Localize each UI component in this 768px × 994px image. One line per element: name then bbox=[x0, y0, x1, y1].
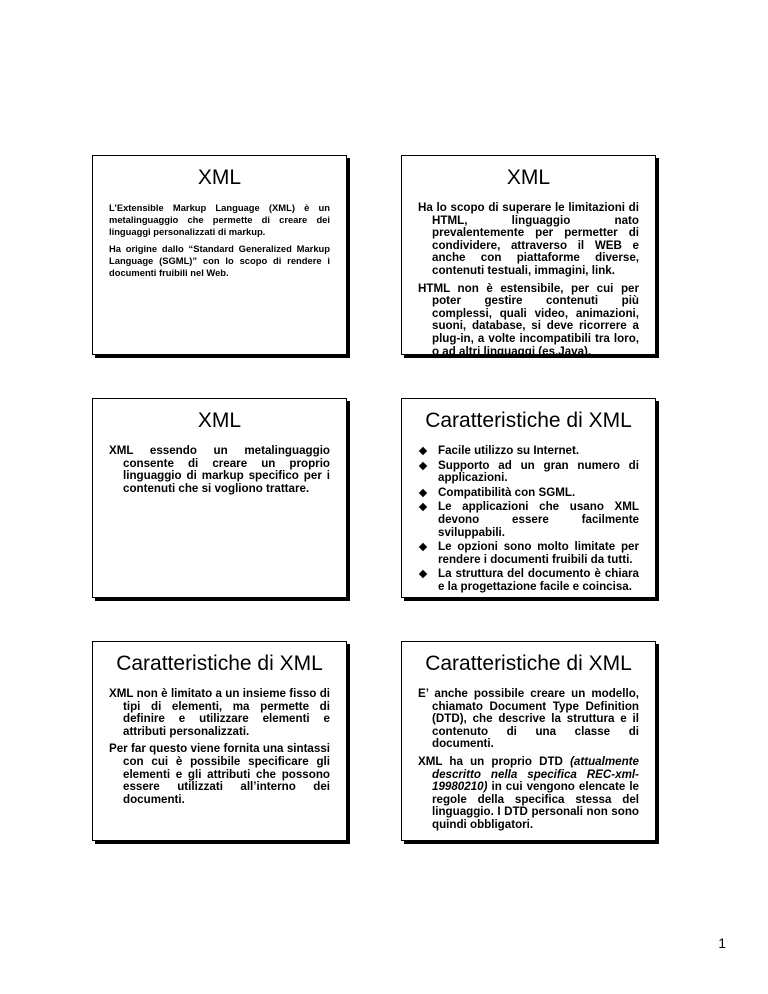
slide-4 bbox=[401, 398, 656, 598]
page-number: 1 bbox=[718, 935, 726, 951]
diamond-bullet-icon bbox=[419, 503, 427, 511]
slide-title: XML bbox=[506, 166, 551, 189]
paragraph: XML ha un proprio DTD (attualmente descritto nella specifica REC-xml-19980210) in cui vengono elencate le regole della specifica stessa del linguaggio. I DTD personali non sono quindi obbligatori. bbox=[418, 754, 639, 831]
list-item: Compatibilità con SGML. bbox=[418, 487, 639, 500]
paragraph: HTML non è estensibile, per cui per poter gestire contenuti più complessi, quali video, animazioni, suoni, database, si deve ricorrere a plug-in, a volte incompatibili tra loro, o ad altri linguaggi (es.Java). bbox=[418, 281, 639, 358]
paragraph: XML essendo un metalinguaggio consente di creare un proprio linguaggio di markup specifico per i contenuti che si vogliono trattare. bbox=[109, 444, 330, 495]
paragraph: Ha origine dallo “Standard Generalized Markup Language (SGML)” con lo scopo di rendere i documenti fruibili nel Web. bbox=[109, 243, 330, 278]
slide-1 bbox=[92, 155, 347, 355]
slide-5 bbox=[92, 641, 347, 841]
paragraph: L’Extensible Markup Language (XML) è un metalinguaggio che permette di creare dei linguaggi personalizzati di markup. bbox=[109, 202, 330, 237]
paragraph: Per far questo viene fornita una sintassi con cui è possibile specificare gli elementi e gli attributi che possono essere utilizzati all’interno dei documenti. bbox=[109, 742, 330, 806]
list-item: Le applicazioni che usano XML devono essere facilmente sviluppabili. bbox=[418, 501, 639, 539]
diamond-bullet-icon bbox=[419, 447, 427, 455]
slide-title: XML bbox=[197, 409, 242, 432]
list-item: Le opzioni sono molto limitate per rendere i documenti fruibili da tutti. bbox=[418, 541, 639, 566]
diamond-bullet-icon bbox=[419, 461, 427, 469]
slide-3 bbox=[92, 398, 347, 598]
paragraph: Ha lo scopo di superare le limitazioni di HTML, linguaggio nato prevalentemente per permetter di condividere, attraverso il WEB e anche con piattaforme diverse, contenuti testuali, immagini, link. bbox=[418, 201, 639, 277]
list-item: La struttura del documento è chiara e la progettazione facile e coincisa. bbox=[418, 568, 639, 593]
slide-title: Caratteristiche di XML bbox=[425, 652, 632, 675]
paragraph: XML non è limitato a un insieme fisso di tipi di elementi, ma permette di definire e utilizzare elementi e attributi personalizzati. bbox=[109, 687, 330, 738]
diamond-bullet-icon bbox=[419, 543, 427, 551]
bullet-list bbox=[418, 445, 639, 594]
slide-title: Caratteristiche di XML bbox=[116, 652, 323, 675]
slide-6 bbox=[401, 641, 656, 841]
slide-title: XML bbox=[197, 166, 242, 189]
slide-2 bbox=[401, 155, 656, 358]
list-item: Facile utilizzo su Internet. bbox=[418, 445, 639, 458]
paragraph: E’ anche possibile creare un modello, chiamato Document Type Definition (DTD), che descrive la struttura e il contenuto di una classe di documenti. bbox=[418, 687, 639, 751]
slide-title: Caratteristiche di XML bbox=[425, 409, 632, 432]
list-item: Supporto ad un gran numero di applicazioni. bbox=[418, 460, 639, 485]
diamond-bullet-icon bbox=[419, 489, 427, 497]
diamond-bullet-icon bbox=[419, 570, 427, 578]
